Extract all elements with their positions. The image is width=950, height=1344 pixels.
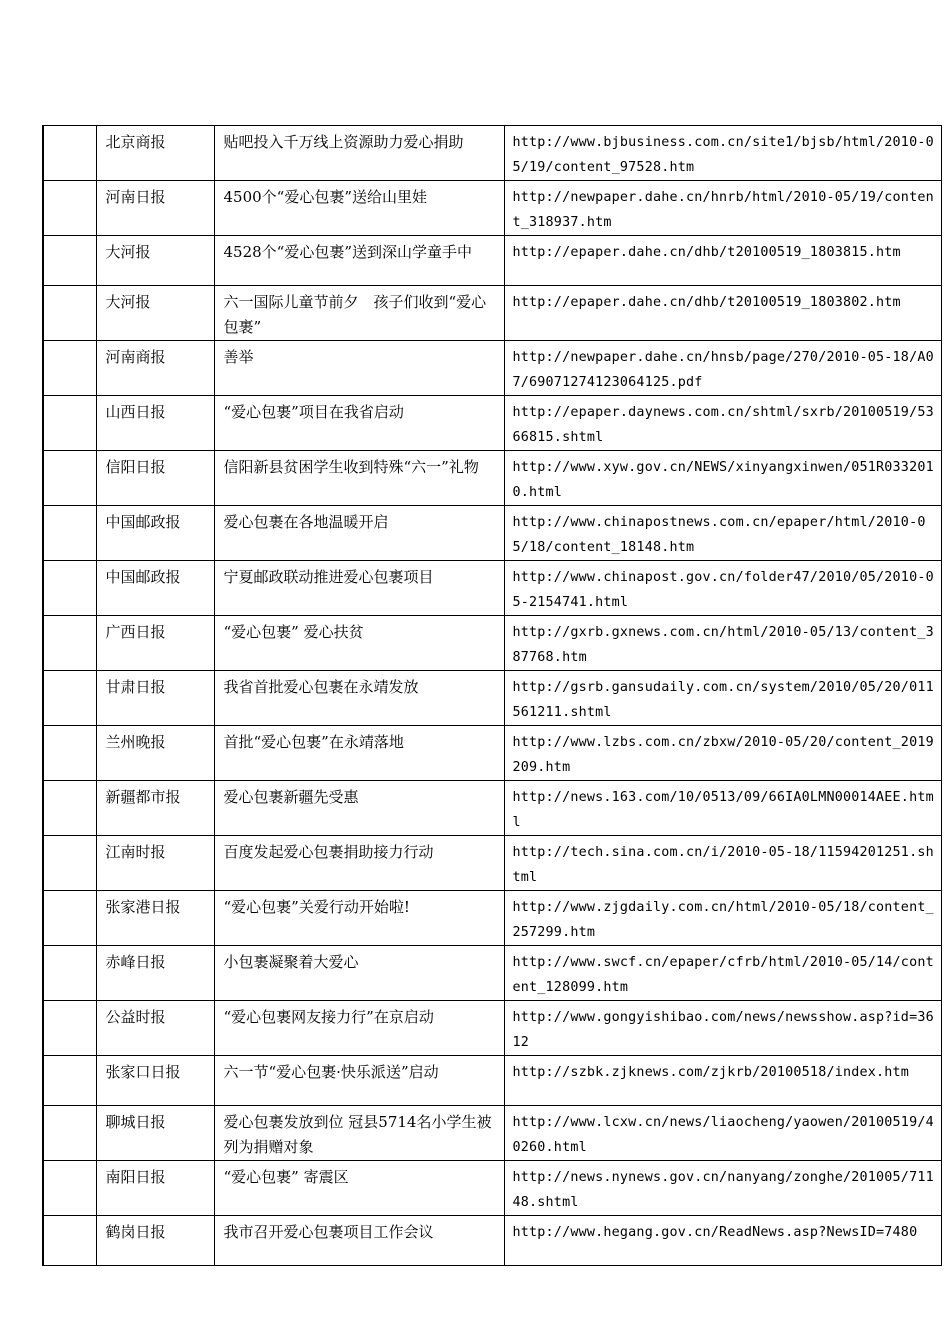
index-cell <box>43 126 96 181</box>
newspaper-cell <box>96 396 214 451</box>
newspaper-cell <box>96 1056 214 1106</box>
article-url: http://gsrb.gansudaily.com.cn/system/2010/05/20/011561211.shtml <box>512 680 934 720</box>
newspaper-cell <box>96 341 214 396</box>
article-url: http://news.nynews.gov.cn/nanyang/zonghe/201005/71148.shtml <box>512 1170 934 1210</box>
article-url: http://www.swcf.cn/epaper/cfrb/html/2010-05/14/content_128099.htm <box>512 955 934 995</box>
newspaper-cell <box>96 671 214 726</box>
headline-cell <box>214 1001 504 1056</box>
article-url: http://www.lzbs.com.cn/zbxw/2010-05/20/content_2019209.htm <box>512 735 934 775</box>
headline-cell <box>214 1216 504 1266</box>
table-row <box>43 451 941 506</box>
headline-text: 贴吧投入千万线上资源助力爱心捐助 <box>223 133 464 151</box>
table-row <box>43 1106 941 1161</box>
newspaper-name: 甘肃日报 <box>105 678 166 696</box>
headline-text: “爱心包裹”关爱行动开始啦! <box>223 898 410 916</box>
headline-text: 善举 <box>223 348 254 366</box>
url-cell <box>504 286 941 341</box>
headline-cell <box>214 236 504 286</box>
url-cell <box>504 1106 941 1161</box>
headline-text: 4500个“爱心包裹”送给山里娃 <box>223 188 428 206</box>
newspaper-name: 新疆都市报 <box>105 788 181 806</box>
url-cell <box>504 1056 941 1106</box>
table-row <box>43 341 941 396</box>
index-cell <box>43 1056 96 1106</box>
headline-text: 4528个“爱心包裹”送到深山学童手中 <box>223 243 473 261</box>
index-cell <box>43 616 96 671</box>
newspaper-cell <box>96 1106 214 1161</box>
headline-cell <box>214 126 504 181</box>
url-cell <box>504 836 941 891</box>
article-url: http://www.gongyishibao.com/news/newsshow.asp?id=3612 <box>512 1010 934 1050</box>
newspaper-cell <box>96 126 214 181</box>
headline-text: 六一国际儿童节前夕 孩子们收到“爱心包裹” <box>223 293 487 336</box>
newspaper-cell <box>96 286 214 341</box>
index-cell <box>43 236 96 286</box>
index-cell <box>43 781 96 836</box>
article-url: http://www.xyw.gov.cn/NEWS/xinyangxinwen/051R0332010.html <box>512 460 934 500</box>
newspaper-cell <box>96 506 214 561</box>
headline-text: “爱心包裹”项目在我省启动 <box>223 403 404 421</box>
newspaper-cell <box>96 1001 214 1056</box>
headline-text: 我市召开爱心包裹项目工作会议 <box>223 1223 434 1241</box>
article-url: http://news.163.com/10/0513/09/66IA0LMN00014AEE.html <box>512 790 934 830</box>
url-cell <box>504 396 941 451</box>
headline-text: 爱心包裹在各地温暖开启 <box>223 513 389 531</box>
url-cell <box>504 561 941 616</box>
newspaper-name: 大河报 <box>105 293 151 311</box>
headline-text: 信阳新县贫困学生收到特殊“六一”礼物 <box>223 458 479 476</box>
newspaper-name: 张家港日报 <box>105 898 181 916</box>
newspaper-cell <box>96 726 214 781</box>
newspaper-cell <box>96 561 214 616</box>
newspaper-name: 聊城日报 <box>105 1113 166 1131</box>
newspaper-name: 江南时报 <box>105 843 166 861</box>
headline-cell <box>214 616 504 671</box>
url-cell <box>504 1001 941 1056</box>
headline-cell <box>214 1161 504 1216</box>
table-row <box>43 561 941 616</box>
headline-cell <box>214 181 504 236</box>
url-cell <box>504 616 941 671</box>
newspaper-name: 赤峰日报 <box>105 953 166 971</box>
table-row <box>43 671 941 726</box>
index-cell <box>43 1216 96 1266</box>
url-cell <box>504 126 941 181</box>
index-cell <box>43 396 96 451</box>
url-cell <box>504 1216 941 1266</box>
headline-cell <box>214 396 504 451</box>
article-url: http://epaper.dahe.cn/dhb/t20100519_1803802.htm <box>512 295 901 310</box>
headline-cell <box>214 891 504 946</box>
table-row <box>43 1001 941 1056</box>
table-body <box>43 126 941 1266</box>
index-cell <box>43 451 96 506</box>
index-cell <box>43 671 96 726</box>
headline-cell <box>214 341 504 396</box>
url-cell <box>504 341 941 396</box>
index-cell <box>43 836 96 891</box>
article-url: http://epaper.dahe.cn/dhb/t20100519_1803815.htm <box>512 245 901 260</box>
index-cell <box>43 1106 96 1161</box>
article-url: http://epaper.daynews.com.cn/shtml/sxrb/20100519/5366815.shtml <box>512 405 934 445</box>
table-row <box>43 836 941 891</box>
headline-text: 首批“爱心包裹”在永靖落地 <box>223 733 404 751</box>
article-url: http://szbk.zjknews.com/zjkrb/20100518/index.htm <box>512 1065 910 1080</box>
table-row <box>43 1056 941 1106</box>
headline-cell <box>214 506 504 561</box>
newspaper-name: 大河报 <box>105 243 151 261</box>
index-cell <box>43 1161 96 1216</box>
table-row <box>43 891 941 946</box>
headline-text: 六一节“爱心包裹·快乐派送”启动 <box>223 1063 439 1081</box>
table-row <box>43 946 941 1001</box>
newspaper-name: 北京商报 <box>105 133 166 151</box>
headline-cell <box>214 946 504 1001</box>
headline-cell <box>214 451 504 506</box>
article-url: http://www.bjbusiness.com.cn/site1/bjsb/html/2010-05/19/content_97528.htm <box>512 135 934 175</box>
article-url: http://www.zjgdaily.com.cn/html/2010-05/18/content_257299.htm <box>512 900 934 940</box>
newspaper-cell <box>96 1161 214 1216</box>
headline-text: 宁夏邮政联动推进爱心包裹项目 <box>223 568 434 586</box>
newspaper-name: 中国邮政报 <box>105 568 181 586</box>
headline-text: “爱心包裹网友接力行”在京启动 <box>223 1008 434 1026</box>
headline-text: 小包裹凝聚着大爱心 <box>223 953 359 971</box>
newspaper-cell <box>96 946 214 1001</box>
index-cell <box>43 946 96 1001</box>
url-cell <box>504 671 941 726</box>
table-row <box>43 181 941 236</box>
table-row <box>43 236 941 286</box>
headline-text: 爱心包裹发放到位 冠县5714名小学生被列为捐赠对象 <box>223 1113 492 1156</box>
newspaper-cell <box>96 891 214 946</box>
table-row <box>43 1161 941 1216</box>
headline-cell <box>214 286 504 341</box>
newspaper-name: 公益时报 <box>105 1008 166 1026</box>
newspaper-name: 广西日报 <box>105 623 166 641</box>
index-cell <box>43 181 96 236</box>
headline-cell <box>214 836 504 891</box>
headline-cell <box>214 561 504 616</box>
url-cell <box>504 891 941 946</box>
media-coverage-table <box>42 125 942 1266</box>
headline-cell <box>214 726 504 781</box>
newspaper-cell <box>96 236 214 286</box>
headline-text: “爱心包裹” 爱心扶贫 <box>223 623 364 641</box>
newspaper-cell <box>96 781 214 836</box>
headline-text: 爱心包裹新疆先受惠 <box>223 788 359 806</box>
newspaper-cell <box>96 181 214 236</box>
url-cell <box>504 726 941 781</box>
headline-cell <box>214 1106 504 1161</box>
headline-cell <box>214 781 504 836</box>
table-row <box>43 396 941 451</box>
index-cell <box>43 891 96 946</box>
url-cell <box>504 781 941 836</box>
table-row <box>43 506 941 561</box>
table-row <box>43 781 941 836</box>
newspaper-name: 张家口日报 <box>105 1063 181 1081</box>
newspaper-name: 中国邮政报 <box>105 513 181 531</box>
article-url: http://www.chinapostnews.com.cn/epaper/html/2010-05/18/content_18148.htm <box>512 515 926 555</box>
url-cell <box>504 236 941 286</box>
table-row <box>43 726 941 781</box>
headline-cell <box>214 671 504 726</box>
index-cell <box>43 506 96 561</box>
url-cell <box>504 181 941 236</box>
newspaper-name: 山西日报 <box>105 403 166 421</box>
newspaper-name: 南阳日报 <box>105 1168 166 1186</box>
newspaper-cell <box>96 836 214 891</box>
index-cell <box>43 726 96 781</box>
article-url: http://www.hegang.gov.cn/ReadNews.asp?NewsID=7480 <box>512 1225 918 1240</box>
table-row <box>43 126 941 181</box>
newspaper-cell <box>96 451 214 506</box>
table-row <box>43 1216 941 1266</box>
headline-text: 我省首批爱心包裹在永靖发放 <box>223 678 419 696</box>
url-cell <box>504 451 941 506</box>
headline-text: 百度发起爱心包裹捐助接力行动 <box>223 843 434 861</box>
index-cell <box>43 341 96 396</box>
article-url: http://www.lcxw.cn/news/liaocheng/yaowen/20100519/40260.html <box>512 1115 934 1155</box>
newspaper-name: 鹤岗日报 <box>105 1223 166 1241</box>
article-url: http://www.chinapost.gov.cn/folder47/2010/05/2010-05-2154741.html <box>512 570 934 610</box>
table-row <box>43 286 941 341</box>
headline-cell <box>214 1056 504 1106</box>
article-url: http://gxrb.gxnews.com.cn/html/2010-05/13/content_387768.htm <box>512 625 934 665</box>
newspaper-name: 信阳日报 <box>105 458 166 476</box>
newspaper-name: 兰州晚报 <box>105 733 166 751</box>
newspaper-name: 河南商报 <box>105 348 166 366</box>
url-cell <box>504 1161 941 1216</box>
url-cell <box>504 946 941 1001</box>
url-cell <box>504 506 941 561</box>
table-row <box>43 616 941 671</box>
headline-text: “爱心包裹” 寄震区 <box>223 1168 349 1186</box>
newspaper-name: 河南日报 <box>105 188 166 206</box>
article-url: http://newpaper.dahe.cn/hnrb/html/2010-05/19/content_318937.htm <box>512 190 934 230</box>
article-url: http://newpaper.dahe.cn/hnsb/page/270/2010-05-18/A07/69071274123064125.pdf <box>512 350 934 390</box>
article-url: http://tech.sina.com.cn/i/2010-05-18/11594201251.shtml <box>512 845 934 885</box>
index-cell <box>43 286 96 341</box>
newspaper-cell <box>96 1216 214 1266</box>
newspaper-cell <box>96 616 214 671</box>
index-cell <box>43 1001 96 1056</box>
index-cell <box>43 561 96 616</box>
